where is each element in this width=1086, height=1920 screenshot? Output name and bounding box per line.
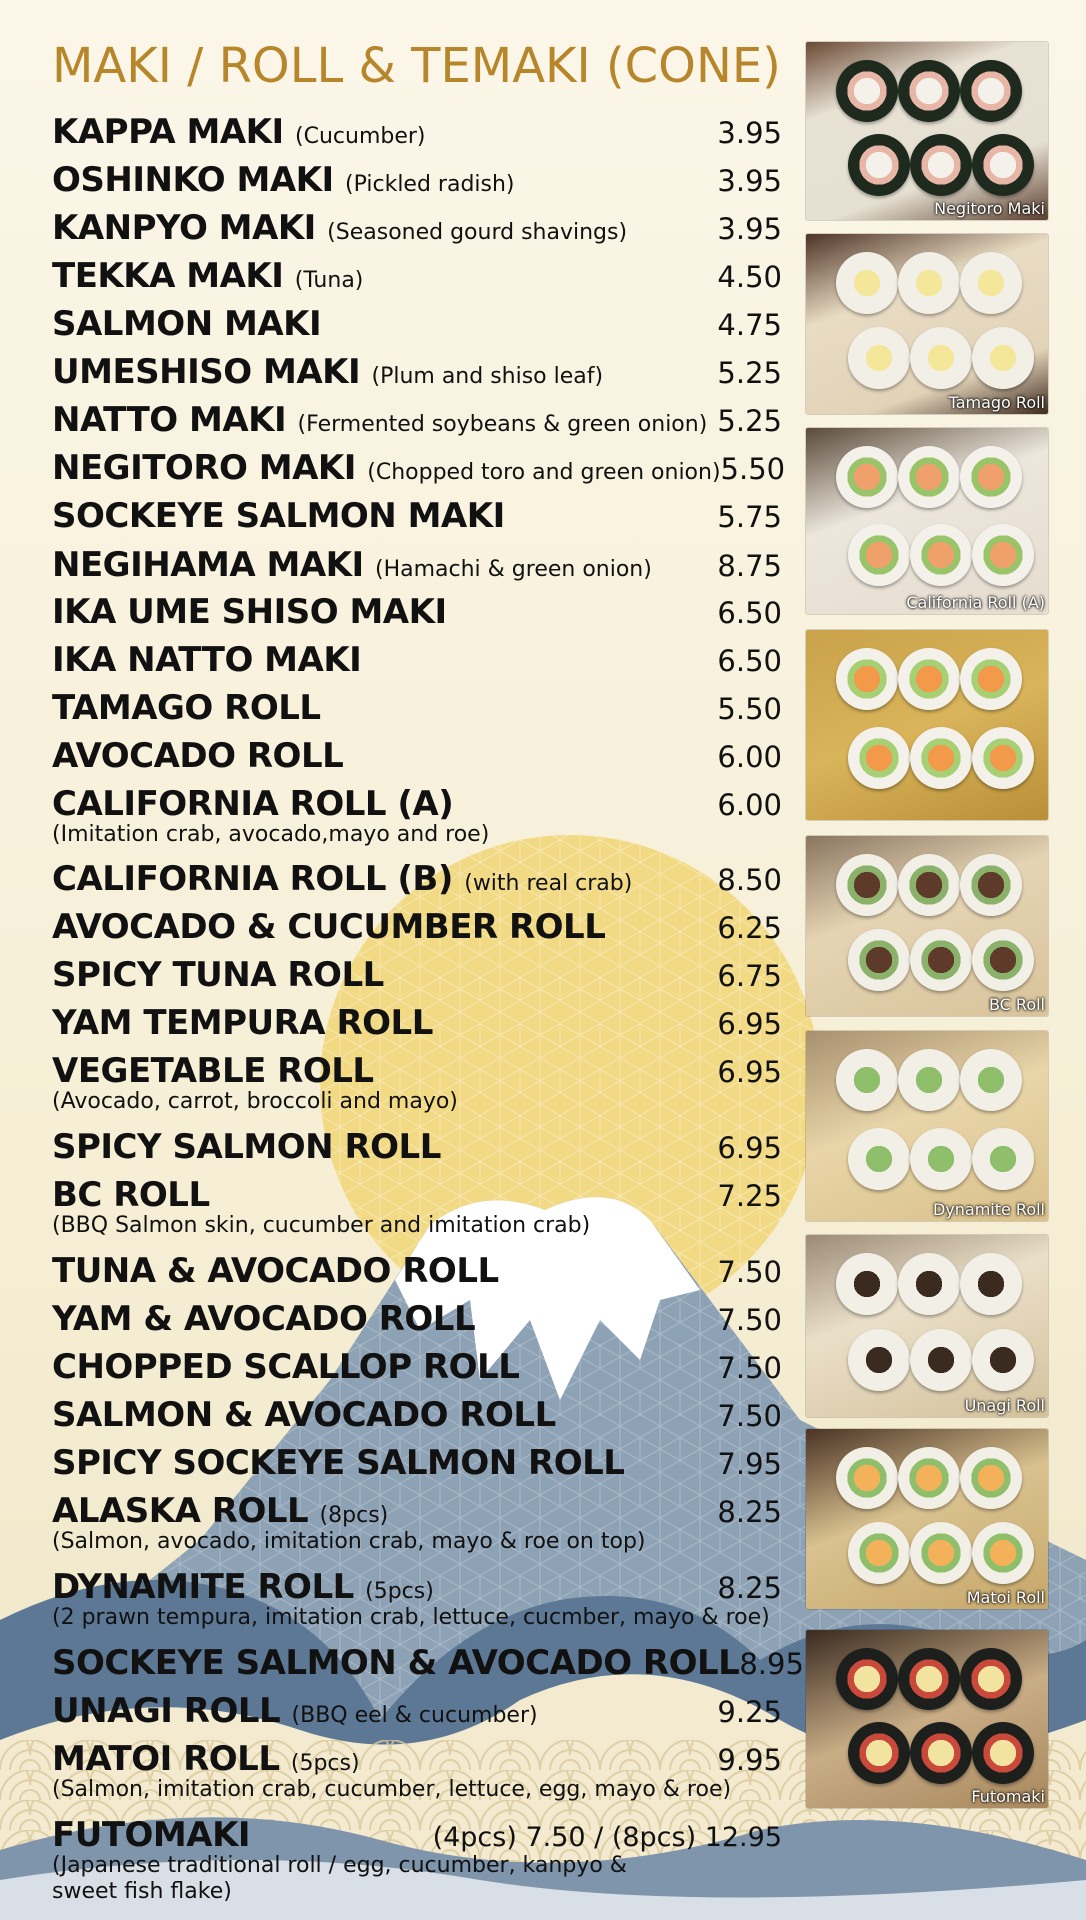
item-description: (BBQ Salmon skin, cucumber and imitation crab) [52,1213,591,1238]
sushi-piece [848,929,910,991]
sushi-piece [960,1253,1022,1315]
item-name: TUNA & AVOCADO ROLL [52,1251,499,1291]
sushi-piece [898,1253,960,1315]
item-price: 9.25 [717,1695,782,1729]
menu-item [52,1567,782,1631]
menu-item [52,907,782,951]
photo-caption: California Roll (A) [906,593,1045,612]
item-price: 6.75 [717,959,782,993]
page-title: MAKI / ROLL & TEMAKI (CONE) [52,38,781,94]
sushi-piece [910,1522,972,1584]
item-price: 3.95 [717,164,782,198]
item-price: 6.50 [717,644,782,678]
menu-item [52,955,782,999]
sushi-piece [972,1128,1034,1190]
item-name: IKA UME SHISO MAKI [52,592,447,632]
menu-item [52,545,782,589]
item-note: (Pickled radish) [345,172,515,197]
item-name: NEGIHAMA MAKI (Hamachi & green onion) [52,545,652,585]
item-price: 6.95 [717,1055,782,1089]
photo-caption: Matoi Roll [966,1588,1045,1607]
item-price: 3.95 [717,116,782,150]
item-name: CALIFORNIA ROLL (A) [52,784,454,824]
photo-column [806,0,1048,1920]
item-price: 5.50 [720,452,786,486]
menu-item [52,859,782,903]
sushi-photo [806,1429,1048,1609]
item-name: BC ROLL [52,1175,210,1215]
sushi-piece [848,134,910,196]
item-note: (Seasoned gourd shavings) [327,220,628,245]
item-price: 7.50 [717,1255,782,1289]
menu-item [52,736,782,780]
item-price: 8.25 [717,1571,782,1605]
item-name: SALMON & AVOCADO ROLL [52,1395,556,1435]
item-name: SOCKEYE SALMON MAKI [52,496,505,536]
item-name: CALIFORNIA ROLL (B) (with real crab) [52,859,633,899]
sushi-piece [972,524,1034,586]
menu-item [52,1691,782,1735]
menu-item [52,208,782,252]
menu-item [52,1127,782,1171]
item-price: 7.25 [717,1179,782,1213]
menu-item [52,1347,782,1391]
item-price: 5.25 [717,356,782,390]
sushi-piece [898,854,960,916]
item-description: (Salmon, imitation crab, cucumber, lettuce, egg, mayo & roe) [52,1777,732,1802]
sushi-piece [910,134,972,196]
item-note: (Chopped toro and green onion) [367,460,721,485]
item-name: DYNAMITE ROLL (5pcs) [52,1567,434,1607]
sushi-piece [960,60,1022,122]
item-name: NATTO MAKI (Fermented soybeans & green onion) [52,400,708,440]
photo-caption: Futomaki [971,1787,1045,1806]
item-description: (2 prawn tempura, imitation crab, lettuce, cucmber, mayo & roe) [52,1605,770,1630]
sushi-piece [898,1447,960,1509]
menu-item [52,448,786,492]
sushi-piece [898,60,960,122]
sushi-piece [910,524,972,586]
item-price: (4pcs) 7.50 / (8pcs) 12.95 [432,1822,782,1853]
sushi-piece [972,327,1034,389]
item-description: (Imitation crab, avocado,mayo and roe) [52,822,490,847]
menu-item [52,496,782,540]
item-name: NEGITORO MAKI (Chopped toro and green onion) [52,448,721,488]
menu-item [52,1739,782,1803]
sushi-piece [836,60,898,122]
sushi-photo [806,1630,1048,1808]
sushi-piece [910,1329,972,1391]
sushi-photo [806,1031,1048,1221]
item-price: 6.95 [717,1131,782,1165]
item-price: 3.95 [717,212,782,246]
sushi-piece [848,524,910,586]
item-price: 7.95 [717,1447,782,1481]
item-price: 9.95 [717,1743,782,1777]
item-name: UMESHISO MAKI (Plum and shiso leaf) [52,352,604,392]
item-note: (BBQ eel & cucumber) [291,1703,538,1728]
item-name: TEKKA MAKI (Tuna) [52,256,364,296]
menu-item [52,1643,804,1687]
menu-item [52,256,782,300]
item-name: MATOI ROLL (5pcs) [52,1739,360,1779]
item-price: 6.00 [717,788,782,822]
sushi-piece [910,929,972,991]
item-price: 6.95 [717,1007,782,1041]
item-price: 7.50 [717,1399,782,1433]
item-name: SPICY SOCKEYE SALMON ROLL [52,1443,625,1483]
item-name: SALMON MAKI [52,304,322,344]
sushi-piece [960,854,1022,916]
menu-item [52,1815,782,1905]
sushi-photo [806,234,1048,414]
sushi-piece [972,929,1034,991]
item-price: 5.75 [717,500,782,534]
sushi-piece [836,1049,898,1111]
sushi-piece [910,327,972,389]
sushi-piece [910,727,972,789]
sushi-piece [898,446,960,508]
item-price: 4.50 [717,260,782,294]
menu-item [52,1443,782,1487]
item-note: (Hamachi & green onion) [374,557,652,582]
photo-caption: BC Roll [988,995,1045,1014]
menu-item [52,1491,782,1555]
menu-item [52,592,782,636]
sushi-piece [960,1447,1022,1509]
menu-item [52,352,782,396]
item-name: SOCKEYE SALMON & AVOCADO ROLL [52,1643,740,1683]
sushi-piece [910,1722,972,1784]
item-note: (with real crab) [464,871,633,896]
sushi-piece [960,1049,1022,1111]
item-price: 8.50 [717,863,782,897]
item-note: (Tuna) [294,268,364,293]
item-name: VEGETABLE ROLL [52,1051,374,1091]
sushi-piece [836,1648,898,1710]
sushi-piece [898,648,960,710]
photo-caption: Unagi Roll [964,1396,1045,1415]
sushi-piece [836,648,898,710]
item-price: 8.25 [717,1495,782,1529]
item-description: (Japanese traditional roll / egg, cucumber, kanpyo & sweet fish flake) [52,1853,627,1904]
sushi-piece [848,1522,910,1584]
sushi-piece [972,134,1034,196]
sushi-piece [960,648,1022,710]
item-price: 6.00 [717,740,782,774]
item-price: 4.75 [717,308,782,342]
sushi-piece [960,252,1022,314]
item-description: (Avocado, carrot, broccoli and mayo) [52,1089,458,1114]
sushi-piece [848,327,910,389]
sushi-photo [806,836,1048,1016]
menu-item [52,112,782,156]
item-note: (Fermented soybeans & green onion) [297,412,708,437]
photo-caption: Tamago Roll [948,393,1045,412]
item-price: 7.50 [717,1303,782,1337]
item-name: ALASKA ROLL (8pcs) [52,1491,389,1531]
item-name: AVOCADO & CUCUMBER ROLL [52,907,606,947]
item-price: 6.25 [717,911,782,945]
sushi-piece [960,1648,1022,1710]
item-note: (8pcs) [319,1503,389,1528]
item-name: AVOCADO ROLL [52,736,344,776]
item-description: (Salmon, avocado, imitation crab, mayo & roe on top) [52,1529,646,1554]
sushi-piece [848,1722,910,1784]
item-note: (Cucumber) [295,124,426,149]
menu-item [52,688,782,732]
sushi-piece [848,1329,910,1391]
sushi-piece [898,1049,960,1111]
sushi-photo [806,1235,1048,1417]
sushi-piece [972,727,1034,789]
menu-item [52,1251,782,1295]
item-name: IKA NATTO MAKI [52,640,362,680]
photo-caption: Dynamite Roll [932,1200,1045,1219]
item-name: SPICY TUNA ROLL [52,955,384,995]
menu-item [52,1299,782,1343]
sushi-photo [806,630,1048,820]
item-price: 5.25 [717,404,782,438]
item-name: CHOPPED SCALLOP ROLL [52,1347,520,1387]
sushi-piece [910,1128,972,1190]
item-note: (5pcs) [365,1579,434,1604]
menu-item [52,1395,782,1439]
sushi-piece [836,854,898,916]
sushi-photo [806,428,1048,614]
sushi-piece [960,446,1022,508]
menu-item [52,400,782,444]
item-name: FUTOMAKI [52,1815,251,1855]
sushi-piece [836,252,898,314]
item-price: 8.75 [717,549,782,583]
item-name: YAM TEMPURA ROLL [52,1003,433,1043]
sushi-piece [848,1128,910,1190]
sushi-piece [972,1722,1034,1784]
item-name: TAMAGO ROLL [52,688,321,728]
menu-list [52,0,804,1920]
sushi-piece [836,1447,898,1509]
item-price: 7.50 [717,1351,782,1385]
item-name: KAPPA MAKI (Cucumber) [52,112,426,152]
photo-caption: Negitoro Maki [934,199,1045,218]
menu-item [52,1003,782,1047]
item-name: OSHINKO MAKI (Pickled radish) [52,160,515,200]
sushi-photo [806,42,1048,220]
menu-item [52,160,782,204]
menu-item [52,304,782,348]
item-price: 5.50 [717,692,782,726]
sushi-piece [972,1329,1034,1391]
item-note: (Plum and shiso leaf) [371,364,604,389]
item-name: YAM & AVOCADO ROLL [52,1299,476,1339]
sushi-piece [836,446,898,508]
item-price: 6.50 [717,596,782,630]
menu-item [52,1175,782,1239]
item-note: (5pcs) [290,1751,360,1776]
sushi-piece [898,252,960,314]
sushi-piece [836,1253,898,1315]
menu-item [52,784,782,848]
sushi-piece [848,727,910,789]
sushi-piece [972,1522,1034,1584]
menu-item [52,640,782,684]
item-name: UNAGI ROLL (BBQ eel & cucumber) [52,1691,538,1731]
item-price: 8.95 [739,1647,804,1681]
sushi-piece [898,1648,960,1710]
item-name: KANPYO MAKI (Seasoned gourd shavings) [52,208,628,248]
item-name: SPICY SALMON ROLL [52,1127,441,1167]
menu-item [52,1051,782,1115]
